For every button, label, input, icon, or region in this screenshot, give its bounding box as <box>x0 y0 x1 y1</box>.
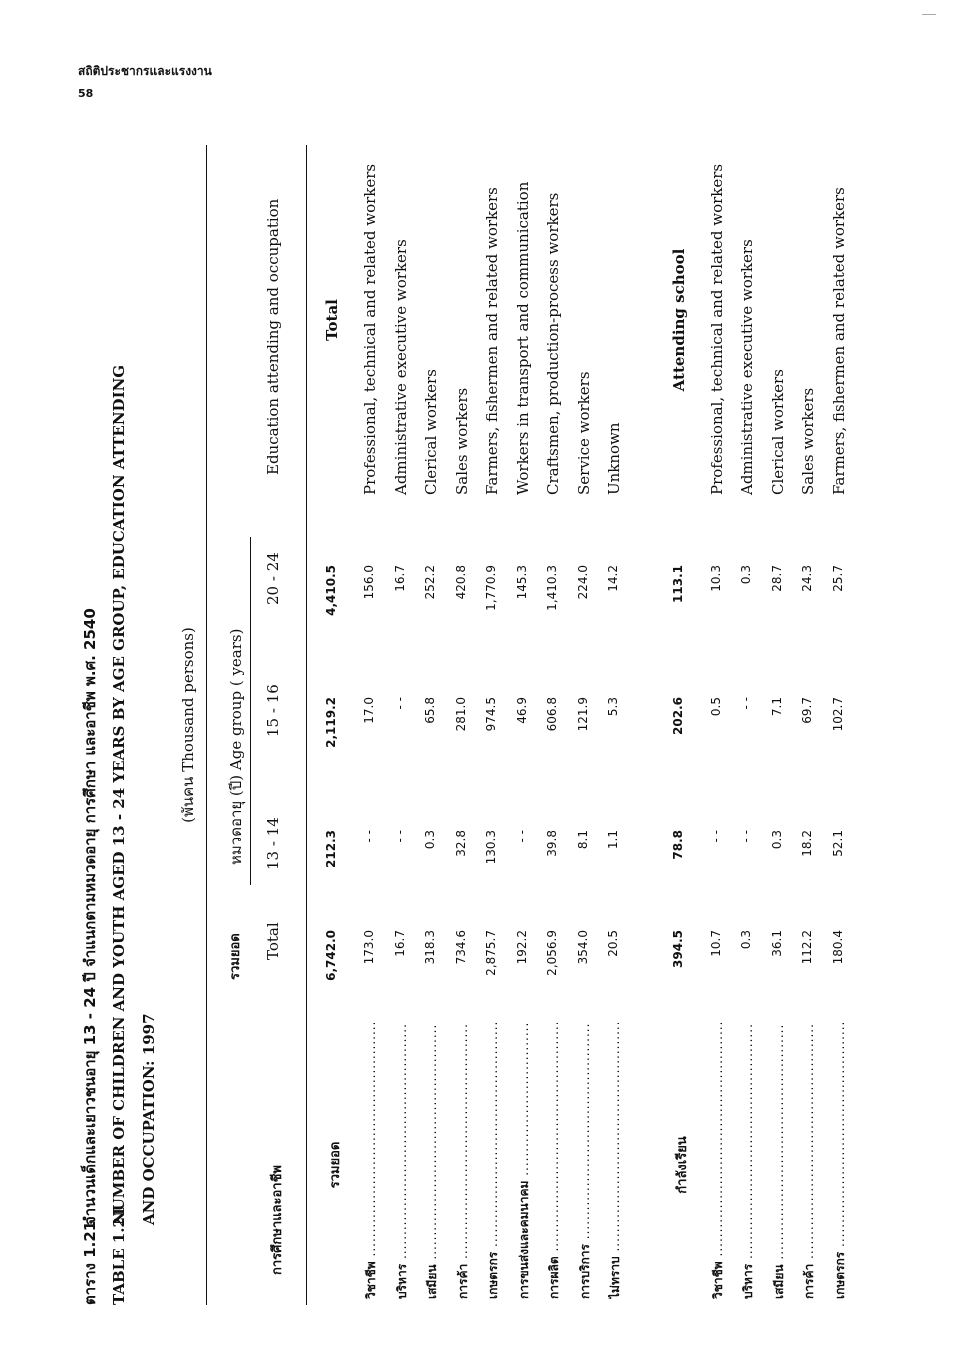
cell-age-13-14: 32.8 <box>453 830 468 857</box>
cell-age-20-24: 4,410.5 <box>324 565 338 616</box>
publication-title: สถิติประชากรและแรงงาน <box>78 64 212 78</box>
table-group-row <box>318 145 348 1305</box>
cell-age-15-16: - - <box>739 697 753 710</box>
row-english-label: Service workers <box>574 371 593 495</box>
cell-total: 10.7 <box>708 930 723 957</box>
row-english-label: Clerical workers <box>768 369 787 495</box>
cell-age-20-24: 224.0 <box>575 565 590 600</box>
table-row <box>570 145 600 1305</box>
unit-label: (พันคน Thousand persons) <box>179 627 197 823</box>
row-english-label: Farmers, fishermen and related workers <box>829 187 848 495</box>
cell-age-13-14: 0.3 <box>769 830 784 850</box>
cell-age-13-14: 1.1 <box>606 830 620 850</box>
cell-total: 112.2 <box>800 930 814 965</box>
cell-age-15-16: 7.1 <box>769 697 784 717</box>
row-english-label: Sales workers <box>452 387 471 495</box>
row-thai-label: การผลิต ..... <box>545 1023 564 1299</box>
table-row <box>509 145 539 1305</box>
row-english-label: Attending school <box>669 248 688 392</box>
cell-total: 394.5 <box>670 930 685 968</box>
cell-age-20-24: 1,770.9 <box>484 565 498 611</box>
row-english-label: Craftsmen, production-process workers <box>544 192 562 495</box>
cell-age-20-24: 156.0 <box>362 565 376 600</box>
cell-age-13-14: 52.1 <box>830 830 845 857</box>
cell-age-13-14: - - <box>514 830 529 843</box>
cell-age-15-16: 102.7 <box>830 697 845 732</box>
cell-age-15-16: 5.3 <box>606 697 620 717</box>
table-header-rule <box>306 145 307 1305</box>
cell-age-13-14: 8.1 <box>575 830 590 850</box>
row-thai-label: เสมียน ..... <box>770 1023 789 1299</box>
col-header-english-right: Education attending and occupation <box>264 198 282 475</box>
row-english-label: Workers in transport and communication <box>513 181 532 495</box>
cell-age-20-24: 1,410.3 <box>545 565 559 611</box>
row-thai-label: วิชาชีพ ..... <box>709 1023 728 1299</box>
table-row <box>356 145 386 1305</box>
row-english-label: Professional, technical and related workers <box>361 163 379 495</box>
cell-age-13-14: 18.2 <box>800 830 814 857</box>
cell-age-20-24: 0.3 <box>739 565 753 585</box>
cell-age-20-24: 28.7 <box>769 565 784 592</box>
table-row <box>448 145 478 1305</box>
cell-age-15-16: 202.6 <box>670 697 685 735</box>
cell-total: 192.2 <box>514 930 529 965</box>
col-header-total-thai: รวมยอด <box>228 933 243 980</box>
row-english-label: Farmers, fishermen and related workers <box>483 187 501 495</box>
cell-age-15-16: 606.8 <box>545 697 559 732</box>
table-group-row <box>665 145 695 1305</box>
row-thai-label: วิชาชีพ ..... <box>362 1023 381 1299</box>
table-row <box>825 145 855 1305</box>
title-thai-row <box>78 75 110 1305</box>
cell-age-13-14: - - <box>739 830 753 843</box>
cell-age-15-16: 65.8 <box>423 697 437 724</box>
cell-age-13-14: 78.8 <box>670 830 685 860</box>
row-english-label: Professional, technical and related workers <box>707 163 726 495</box>
table-row <box>539 145 569 1305</box>
cell-total: 2,056.9 <box>545 930 559 976</box>
cell-age-15-16: - - <box>392 697 407 710</box>
col-header-age-1: 13 - 14 <box>264 817 282 870</box>
cell-age-15-16: 121.9 <box>575 697 590 732</box>
cell-age-15-16: 46.9 <box>514 697 529 724</box>
cell-total: 180.4 <box>830 930 845 965</box>
cell-total: 36.1 <box>769 930 784 957</box>
cell-age-20-24: 16.7 <box>392 565 407 592</box>
cell-total: 173.0 <box>362 930 376 965</box>
cell-total: 6,742.0 <box>324 930 338 981</box>
cell-age-13-14: - - <box>392 830 407 843</box>
corner-mark <box>922 14 936 15</box>
table-row <box>733 145 763 1305</box>
rotated-table-page <box>78 75 878 1305</box>
row-english-label: Administrative executive workers <box>391 239 410 495</box>
cell-total: 16.7 <box>392 930 407 957</box>
table-row <box>387 145 417 1305</box>
col-header-age-group: หมวดอายุ (ปี) Age group ( years) <box>227 628 245 865</box>
cell-age-13-14: 0.3 <box>423 830 437 850</box>
row-thai-label: บริหาร ..... <box>739 1023 758 1299</box>
cell-age-20-24: 420.8 <box>453 565 468 600</box>
cell-age-20-24: 113.1 <box>670 565 685 603</box>
table-row <box>600 145 630 1305</box>
row-english-label: Clerical workers <box>422 369 440 495</box>
col-header-age-3: 20 - 24 <box>264 552 282 605</box>
cell-age-20-24: 10.3 <box>708 565 723 592</box>
title-thai-text: จำนวนเด็กและเยาวชนอายุ 13 - 24 ปี จำแนกตามหมวดอายุ การศึกษา และอาชีพ พ.ศ. 2540 <box>81 608 99 1225</box>
row-thai-label: ไม่ทราบ ..... <box>606 1023 625 1299</box>
table-row <box>703 145 733 1305</box>
row-thai-label: เกษตรกร ..... <box>484 1023 503 1299</box>
table-top-rule <box>206 145 207 1305</box>
cell-total: 734.6 <box>453 930 468 965</box>
row-english-label: Total <box>323 299 341 341</box>
table-row <box>794 145 824 1305</box>
cell-age-20-24: 24.3 <box>800 565 814 592</box>
page-number: 58 <box>78 87 94 100</box>
cell-age-13-14: 212.3 <box>324 830 338 868</box>
cell-age-15-16: 281.0 <box>453 697 468 732</box>
cell-age-15-16: 69.7 <box>800 697 814 724</box>
cell-age-20-24: 25.7 <box>830 565 845 592</box>
cell-age-13-14: 130.3 <box>484 830 498 865</box>
cell-age-15-16: 0.5 <box>708 697 723 717</box>
cell-age-13-14: - - <box>362 830 376 843</box>
cell-age-15-16: 17.0 <box>362 697 376 724</box>
row-english-label: Administrative executive workers <box>738 239 756 495</box>
cell-age-13-14: 39.8 <box>545 830 559 857</box>
cell-age-15-16: 974.5 <box>484 697 498 732</box>
row-thai-label: บริหาร ..... <box>393 1023 412 1299</box>
title-english-text: NUMBER OF CHILDREN AND YOUTH AGED 13 - 24 YEARS BY AGE GROUP, EDUCATION ATTENDING <box>110 364 128 1225</box>
col-header-total-en: Total <box>264 922 282 960</box>
table-row <box>417 145 447 1305</box>
title-english-continued: AND OCCUPATION: 1997 <box>140 1013 158 1225</box>
cell-total: 20.5 <box>606 930 620 957</box>
table-title <box>78 75 170 1305</box>
row-thai-label: รวมยอด <box>328 1141 343 1189</box>
row-thai-label: การค้า ..... <box>454 1023 473 1299</box>
title-thai-label: ตาราง 1.21 <box>81 1220 99 1305</box>
cell-total: 2,875.7 <box>484 930 498 976</box>
cell-age-20-24: 145.3 <box>514 565 529 600</box>
row-thai-label: เสมียน ..... <box>423 1023 442 1299</box>
row-english-label: Unknown <box>605 422 623 495</box>
col-header-thai-left: การศึกษาและอาชีพ <box>270 1165 285 1275</box>
row-thai-label: การขนส่งและคมนาคม ..... <box>515 1023 534 1299</box>
row-thai-label: การบริการ ..... <box>576 1023 595 1299</box>
row-thai-label: เกษตรกร ..... <box>831 1023 850 1299</box>
row-thai-label: กำลังเรียน <box>674 1136 690 1194</box>
cell-age-20-24: 252.2 <box>423 565 437 600</box>
row-english-label: Sales workers <box>799 387 817 495</box>
table-row <box>478 145 508 1305</box>
cell-age-20-24: 14.2 <box>606 565 620 592</box>
cell-total: 0.3 <box>739 930 753 950</box>
row-thai-label: การค้า ..... <box>800 1023 819 1299</box>
cell-age-13-14: - - <box>708 830 723 843</box>
table-row <box>764 145 794 1305</box>
col-header-age-2: 15 - 16 <box>264 684 282 737</box>
cell-total: 318.3 <box>423 930 437 965</box>
cell-age-15-16: 2,119.2 <box>324 697 338 748</box>
age-group-rule <box>250 537 251 885</box>
title-english-row <box>110 75 140 1305</box>
title-english-label: TABLE 1.21 <box>110 1206 128 1305</box>
cell-total: 354.0 <box>575 930 590 965</box>
